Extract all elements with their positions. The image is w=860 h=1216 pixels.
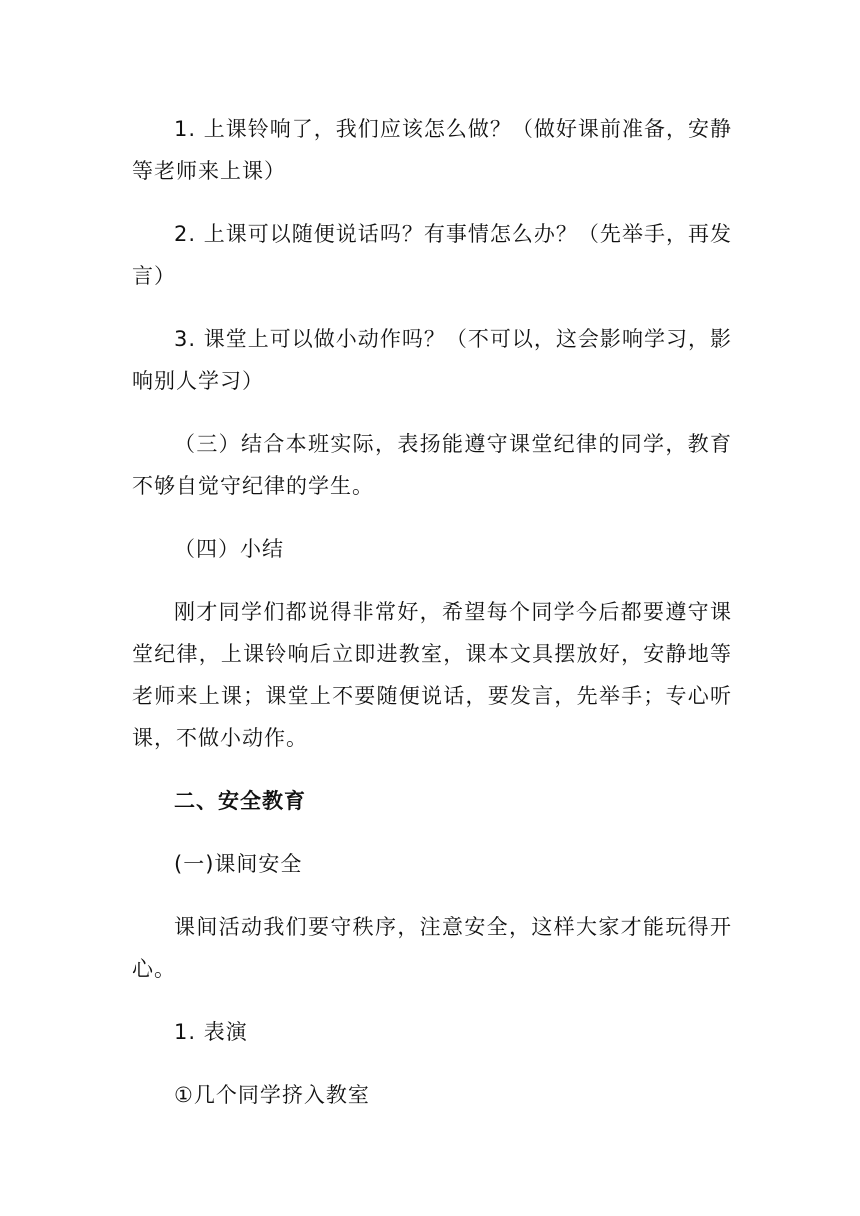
paragraph-question-2: 2. 上课可以随便说话吗？有事情怎么办？（先举手，再发言） (132, 222, 732, 288)
paragraph-question-1: 1. 上课铃响了，我们应该怎么做？（做好课前准备，安静等老师来上课） (132, 117, 732, 183)
paragraph-summary: 刚才同学们都说得非常好，希望每个同学今后都要遵守课堂纪律，上课铃响后立即进教室，课本文具摆放好，安静地等老师来上课；课堂上不要随便说话，要发言，先举手；专心听课，不做小动作。 (132, 600, 732, 750)
paragraph-break-safety-heading: (一)课间安全 (174, 852, 303, 876)
paragraph-section-4-heading: （四）小结 (174, 537, 284, 561)
paragraph-performance-item-1: ①几个同学挤入教室 (174, 1083, 370, 1107)
paragraph-performance-heading: 1. 表演 (174, 1020, 248, 1044)
paragraph-question-3: 3. 课堂上可以做小动作吗？（不可以，这会影响学习，影响别人学习） (132, 327, 732, 393)
paragraph-break-activity: 课间活动我们要守秩序，注意安全，这样大家才能玩得开心。 (132, 915, 732, 981)
paragraph-section-3: （三）结合本班实际，表扬能遵守课堂纪律的同学，教育不够自觉守纪律的学生。 (132, 432, 732, 498)
document-body (132, 108, 732, 1137)
heading-safety-education: 二、安全教育 (174, 789, 306, 813)
